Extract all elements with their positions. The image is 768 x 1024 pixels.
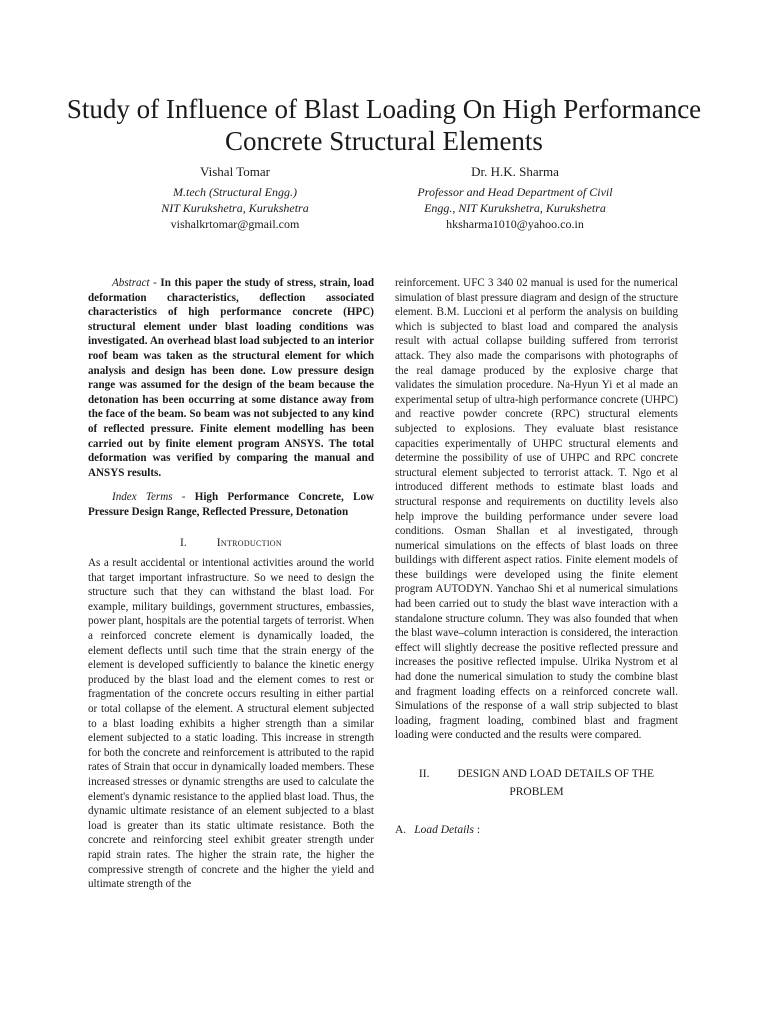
introduction-paragraph: As a result accidental or intentional activities around the world that target important infrastructure. So we need to design the structure such that they can withstand the blast load. For example, military buildings, government structures, embassies, power plant, hospitals are the potential targets of terrorist. When a reinforced concrete element is dynamically loaded, the element deflects until such time that the strain energy of the element is developed sufficiently to balance the kinetic energy produced by the blast load and the element comes to rest or fragmentation of the concrete occurs resulting in either partial or total collapse of the element. A structural element subjected to a blast loading exhibits a higher strength than a similar element subjected to a static loading. This increase in strength for both the concrete and reinforcement is attributed to the rapid rates of Strain that occur in dynamically loaded members. These increased stresses or dynamic strengths are used to calculate the element's dynamic resistance to the applied blast load. Thus, the dynamic ultimate resistance of an element subjected to a blast load is greater than its static ultimate resistance. Both the concrete and reinforcing steel exhibit greater strength under rapid strain rates. The higher the strain rate, the higher the compressive strength of concrete and the higher the yield and ultimate strength of the [88, 557, 374, 891]
paper-title: Study of Influence of Blast Loading On High Performance Concrete Structural Elements [66, 94, 702, 156]
author-email: vishalkrtomar@gmail.com [170, 217, 300, 231]
abstract-text: In this paper the study of stress, strain, load deformation characteristics, deflection associated characteristics of high performance concrete (HPC) structural element under blast loading conditions was investigated. An overhead blast load subjected to an interior roof beam was taken as the structural element for which analysis and design has been done. Low pressure design range was assumed for the design of the beam because the detonation has been occurring at some distance away from the face of the beam. So beam was not subjected to any kind of reflected pressure. Finite element modelling has been carried out by finite element program ANSYS. The total deformation was verified by comparing the manual and ANSYS results. [88, 277, 374, 479]
author-affiliation-line-1: M.tech (Structural Engg.) [173, 185, 297, 199]
author-block-1 [110, 164, 360, 232]
section-label: Introduction [216, 536, 282, 549]
author-affiliation-line-2: Engg., NIT Kurukshetra, Kurukshetra [424, 201, 606, 215]
section-heading-introduction [88, 536, 374, 551]
section-number: II. [418, 768, 430, 780]
left-column [88, 276, 374, 892]
subsection-suffix: : [476, 824, 481, 836]
abstract-label: Abstract [112, 277, 150, 289]
section-heading-design [395, 765, 678, 801]
introduction-paragraph-continued: reinforcement. UFC 3 340 02 manual is used for the numerical simulation of blast pressure diagram and design of the structure element. B.M. Luccioni et al perform the analysis on building which is subjected to blast load and compared the analysis result with actual collapse building suffered from terrorist attack. They also made the comparisons with photographs of the real damage produced by the explosive charge that validates the simulation procedure. Na-Hyun Yi et al made an experimental setup of ultra-high performance concrete (UHPC) and reactive powder concrete (RPC) structural elements subjected to explosions. They evaluate blast resistance capacities experimentally of UHPC structural elements and determine the possibility of use of UHPC and RPC concrete structural element subjected to terrorist attack. T. Ngo et al introduced different methods to estimate blast loads and structural response and requirements on ductility levels also help improve the building performance under severe load conditions. Osman Shallan et al investigated, through numerical simulations on the effects of blast loads on three buildings with different aspect ratios. Finite element models of these buildings were developed using the finite element program AUTODYN. Yanchao Shi et al numerical simulations had been carried out to study the blast wave interaction with a standalone structure column. They was also founded that when the blast wave–column interaction is considered, the interaction effect will slightly decrease the positive reflected pressure and increases the positive reflected impulse. Ulrika Nystrom et al had done the numerical simulation to study the combine blast and fragment loading effects on a reinforced concrete wall. Simulations of the response of a wall strip subjected to blast loading, fragment loading, combined blast and fragment loading were conducted and the results were compared. [395, 277, 678, 742]
index-terms-text: High Performance Concrete, Low Pressure Design Range, Reflected Pressure, Detonation [88, 491, 375, 518]
index-terms-label: Index Terms [112, 491, 173, 504]
index-terms: Index Terms - High Performance Concrete, Low Pressure Design Range, Reflected Pressure, Detonation [88, 491, 375, 518]
author-affiliation-line-1: Professor and Head Department of Civil [417, 185, 613, 199]
subsection-number: A. [395, 824, 407, 836]
section-label: DESIGN AND LOAD DETAILS OF THE PROBLEM [457, 768, 655, 798]
author-block-2 [370, 164, 660, 232]
author-affiliation-line-2: NIT Kurukshetra, Kurukshetra [161, 201, 309, 215]
author-name: Dr. H.K. Sharma [471, 164, 559, 179]
subsection-heading-load-details [395, 823, 678, 838]
section-number: I. [180, 536, 187, 549]
author-email: hksharma1010@yahoo.co.in [446, 217, 584, 231]
abstract: Abstract - In this paper the study of stress, strain, load deformation characteristics, deflection associated characteristics of high performance concrete (HPC) structural element under blast loading conditions was investigated. An overhead blast load subjected to an interior roof beam was taken as the structural element for which analysis and design has been done. Low pressure design range was assumed for the design of the beam because the detonation has been occurring at some distance away from the face of the beam. So beam was not subjected to any kind of reflected pressure. Finite element modelling has been carried out by finite element program ANSYS. The total deformation was verified by comparing the manual and ANSYS results. [88, 277, 374, 479]
author-name: Vishal Tomar [200, 164, 270, 179]
subsection-label: Load Details [414, 824, 474, 836]
right-column [395, 276, 678, 838]
